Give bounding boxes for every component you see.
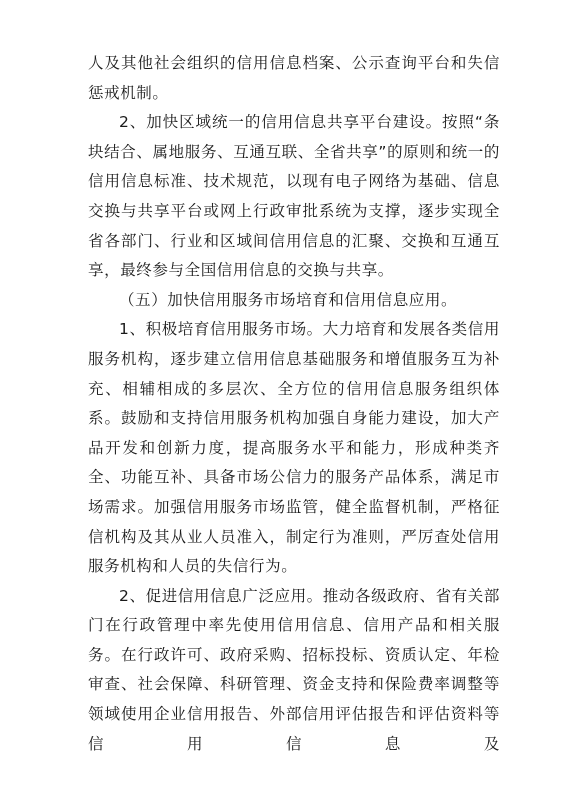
section-heading-credit-service: （五）加快信用服务市场培育和信用信息应用。 <box>119 290 458 309</box>
paragraph-credit-service-market: 1、积极培育信用服务市场。大力培育和发展各类信用服务机构，逐步建立信用信息基础服务和增值服务互为补充、相辅相成的多层次、全方位的信用信息服务组织体系。鼓励和支持信用服务机构加强自身能力建设，加大产品开发和创新力度，提高服务水平和能力，形成种类齐全、功能互补、具备市场公信力的服务产品体系，满足市场需求。加强信用服务市场监管，健全监督机制，严格征信机构及其从业人员准入，制定行为准则，严厉查处信用服务机构和人员的失信行为。 <box>88 320 500 576</box>
paragraph-regional-platform: 2、加快区域统一的信用信息共享平台建设。按照“条块结合、属地服务、互通互联、全省共享”的原则和统一的信用信息标准、技术规范，以现有电子网络为基础、信息交换与共享平台或网上行政审批系统为支撑，逐步实现全省各部门、行业和区域间信用信息的汇聚、交换和互通互享，最终参与全国信用信息的交换与共享。 <box>88 113 500 280</box>
paragraph-continuation: 人及其他社会组织的信用信息档案、公示查询平台和失信惩戒机制。 <box>88 54 500 102</box>
document-body <box>88 49 500 759</box>
paragraph-credit-info-application: 2、促进信用信息广泛应用。推动各级政府、省有关部门在行政管理中率先使用信用信息、信用产品和相关服务。在行政许可、政府采购、招标投标、资质认定、年检审查、社会保障、科研管理、资金支持和保险费率调整等领域使用企业信用报告、外部信用评估报告和评估资料等信用信息及 <box>88 586 500 753</box>
